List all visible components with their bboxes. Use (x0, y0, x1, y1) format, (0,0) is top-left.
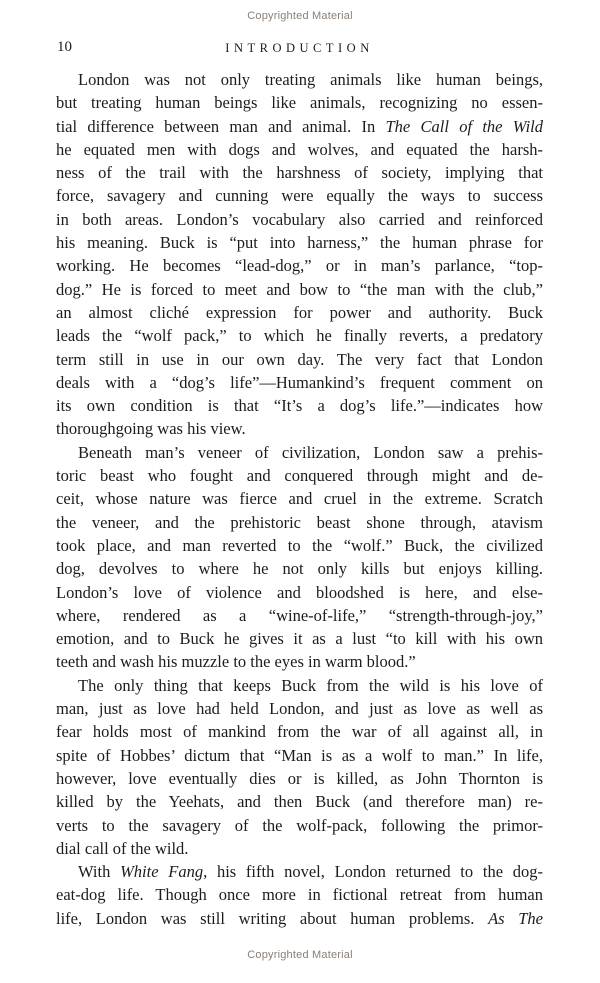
page-number: 10 (57, 39, 72, 55)
text-run: killed by the Yeehats, and then Buck (and therefore man) re- (56, 792, 543, 812)
text-line (56, 534, 543, 557)
text-line (56, 348, 543, 371)
text-run: man, just as love had held London, and just as love as well as (56, 699, 543, 719)
text-line (56, 581, 543, 604)
text-run: thoroughgoing was his view. (56, 419, 246, 439)
text-line (56, 720, 543, 743)
text-run: Beneath man’s veneer of civilization, London saw a prehis- (78, 442, 543, 462)
italic-text-run: White Fang (120, 862, 204, 882)
text-line (56, 744, 543, 767)
text-run: the veneer, and the prehistoric beast shone through, atavism (56, 512, 543, 532)
text-run: spite of Hobbes’ dictum that “Man is as a wolf to man.” In life, (56, 745, 543, 765)
text-run: The only thing that keeps Buck from the wild is his love of (78, 675, 543, 695)
text-line (56, 627, 543, 650)
text-line (56, 860, 543, 883)
text-run: working. He becomes “lead-dog,” or in man’s parlance, “top- (56, 256, 543, 276)
text-line (56, 511, 543, 534)
text-line (56, 883, 543, 906)
text-line (56, 767, 543, 790)
text-run: dog, devolves to where he not only kills but enjoys killing. (56, 559, 543, 579)
text-line (56, 441, 543, 464)
text-line (56, 324, 543, 347)
text-line (56, 161, 543, 184)
text-line (56, 674, 543, 697)
text-run: , his fifth novel, London returned to the dog- (203, 862, 543, 882)
text-line (56, 487, 543, 510)
text-run: verts to the savagery of the wolf-pack, following the primor- (56, 815, 543, 835)
text-line (56, 231, 543, 254)
text-run: toric beast who fought and conquered through might and de- (56, 466, 543, 486)
text-line (56, 837, 543, 860)
text-line (56, 208, 543, 231)
copyright-watermark-top: Copyrighted Material (247, 10, 353, 22)
text-run: eat-dog life. Though once more in fictional retreat from human (56, 885, 543, 905)
text-run: took place, and man reverted to the “wolf.” Buck, the civilized (56, 535, 543, 555)
text-run: leads the “wolf pack,” to which he finally reverts, a predatory (56, 326, 543, 346)
text-line (56, 557, 543, 580)
text-line (56, 184, 543, 207)
chapter-heading: INTRODUCTION (225, 41, 374, 55)
text-line (56, 417, 543, 440)
copyright-watermark-bottom: Copyrighted Material (247, 949, 353, 961)
text-line (56, 301, 543, 324)
text-run: emotion, and to Buck he gives it as a lust “to kill with his own (56, 629, 543, 649)
text-run: fear holds most of mankind from the war of all against all, in (56, 722, 543, 742)
text-run: teeth and wash his muzzle to the eyes in warm blood.” (56, 652, 416, 672)
text-line (56, 814, 543, 837)
text-run: its own condition is that “It’s a dog’s life.”—indicates how (56, 396, 543, 416)
text-run: dial call of the wild. (56, 838, 189, 858)
text-line (56, 278, 543, 301)
text-run: dog.” He is forced to meet and bow to “the man with the club,” (56, 279, 543, 299)
text-run: an almost cliché expression for power and authority. Buck (56, 302, 543, 322)
text-run: deals with a “dog’s life”—Humankind’s frequent comment on (56, 372, 543, 392)
text-line (56, 138, 543, 161)
text-run: in both areas. London’s vocabulary also carried and reinforced (56, 209, 543, 229)
text-line (56, 91, 543, 114)
text-run: his meaning. Buck is “put into harness,” the human phrase for (56, 233, 543, 253)
text-line (56, 697, 543, 720)
text-line (56, 394, 543, 417)
text-run: tial difference between man and animal. In (56, 116, 386, 136)
text-run: life, London was still writing about human problems. (56, 908, 489, 928)
text-run: London was not only treating animals like human beings, (78, 70, 543, 89)
text-line (56, 604, 543, 627)
text-run: With (78, 862, 121, 882)
text-run: force, savagery and cunning were equally the ways to success (56, 186, 543, 206)
text-line (56, 907, 543, 930)
text-line (56, 68, 543, 91)
text-run: where, rendered as a “wine-of-life,” “strength-through-joy,” (56, 605, 543, 625)
text-run: term still in use in our own day. The very fact that London (56, 349, 543, 369)
text-line (56, 254, 543, 277)
page-header (56, 39, 543, 59)
text-line (56, 464, 543, 487)
text-run: he equated men with dogs and wolves, and equated the harsh- (56, 139, 543, 159)
text-line (56, 790, 543, 813)
italic-text-run: The Call of the Wild (385, 116, 543, 136)
text-line (56, 115, 543, 138)
text-run: but treating human beings like animals, recognizing no essen- (56, 93, 543, 113)
text-line (56, 650, 543, 673)
text-run: ceit, whose nature was fierce and cruel in the extreme. Scratch (56, 489, 543, 509)
text-line (56, 371, 543, 394)
text-body (56, 68, 543, 930)
text-run: however, love eventually dies or is killed, as John Thornton is (56, 768, 543, 788)
italic-text-run: As The (488, 908, 543, 928)
text-run: ness of the trail with the harshness of society, implying that (56, 163, 543, 183)
text-run: London’s love of violence and bloodshed is here, and else- (56, 582, 543, 602)
